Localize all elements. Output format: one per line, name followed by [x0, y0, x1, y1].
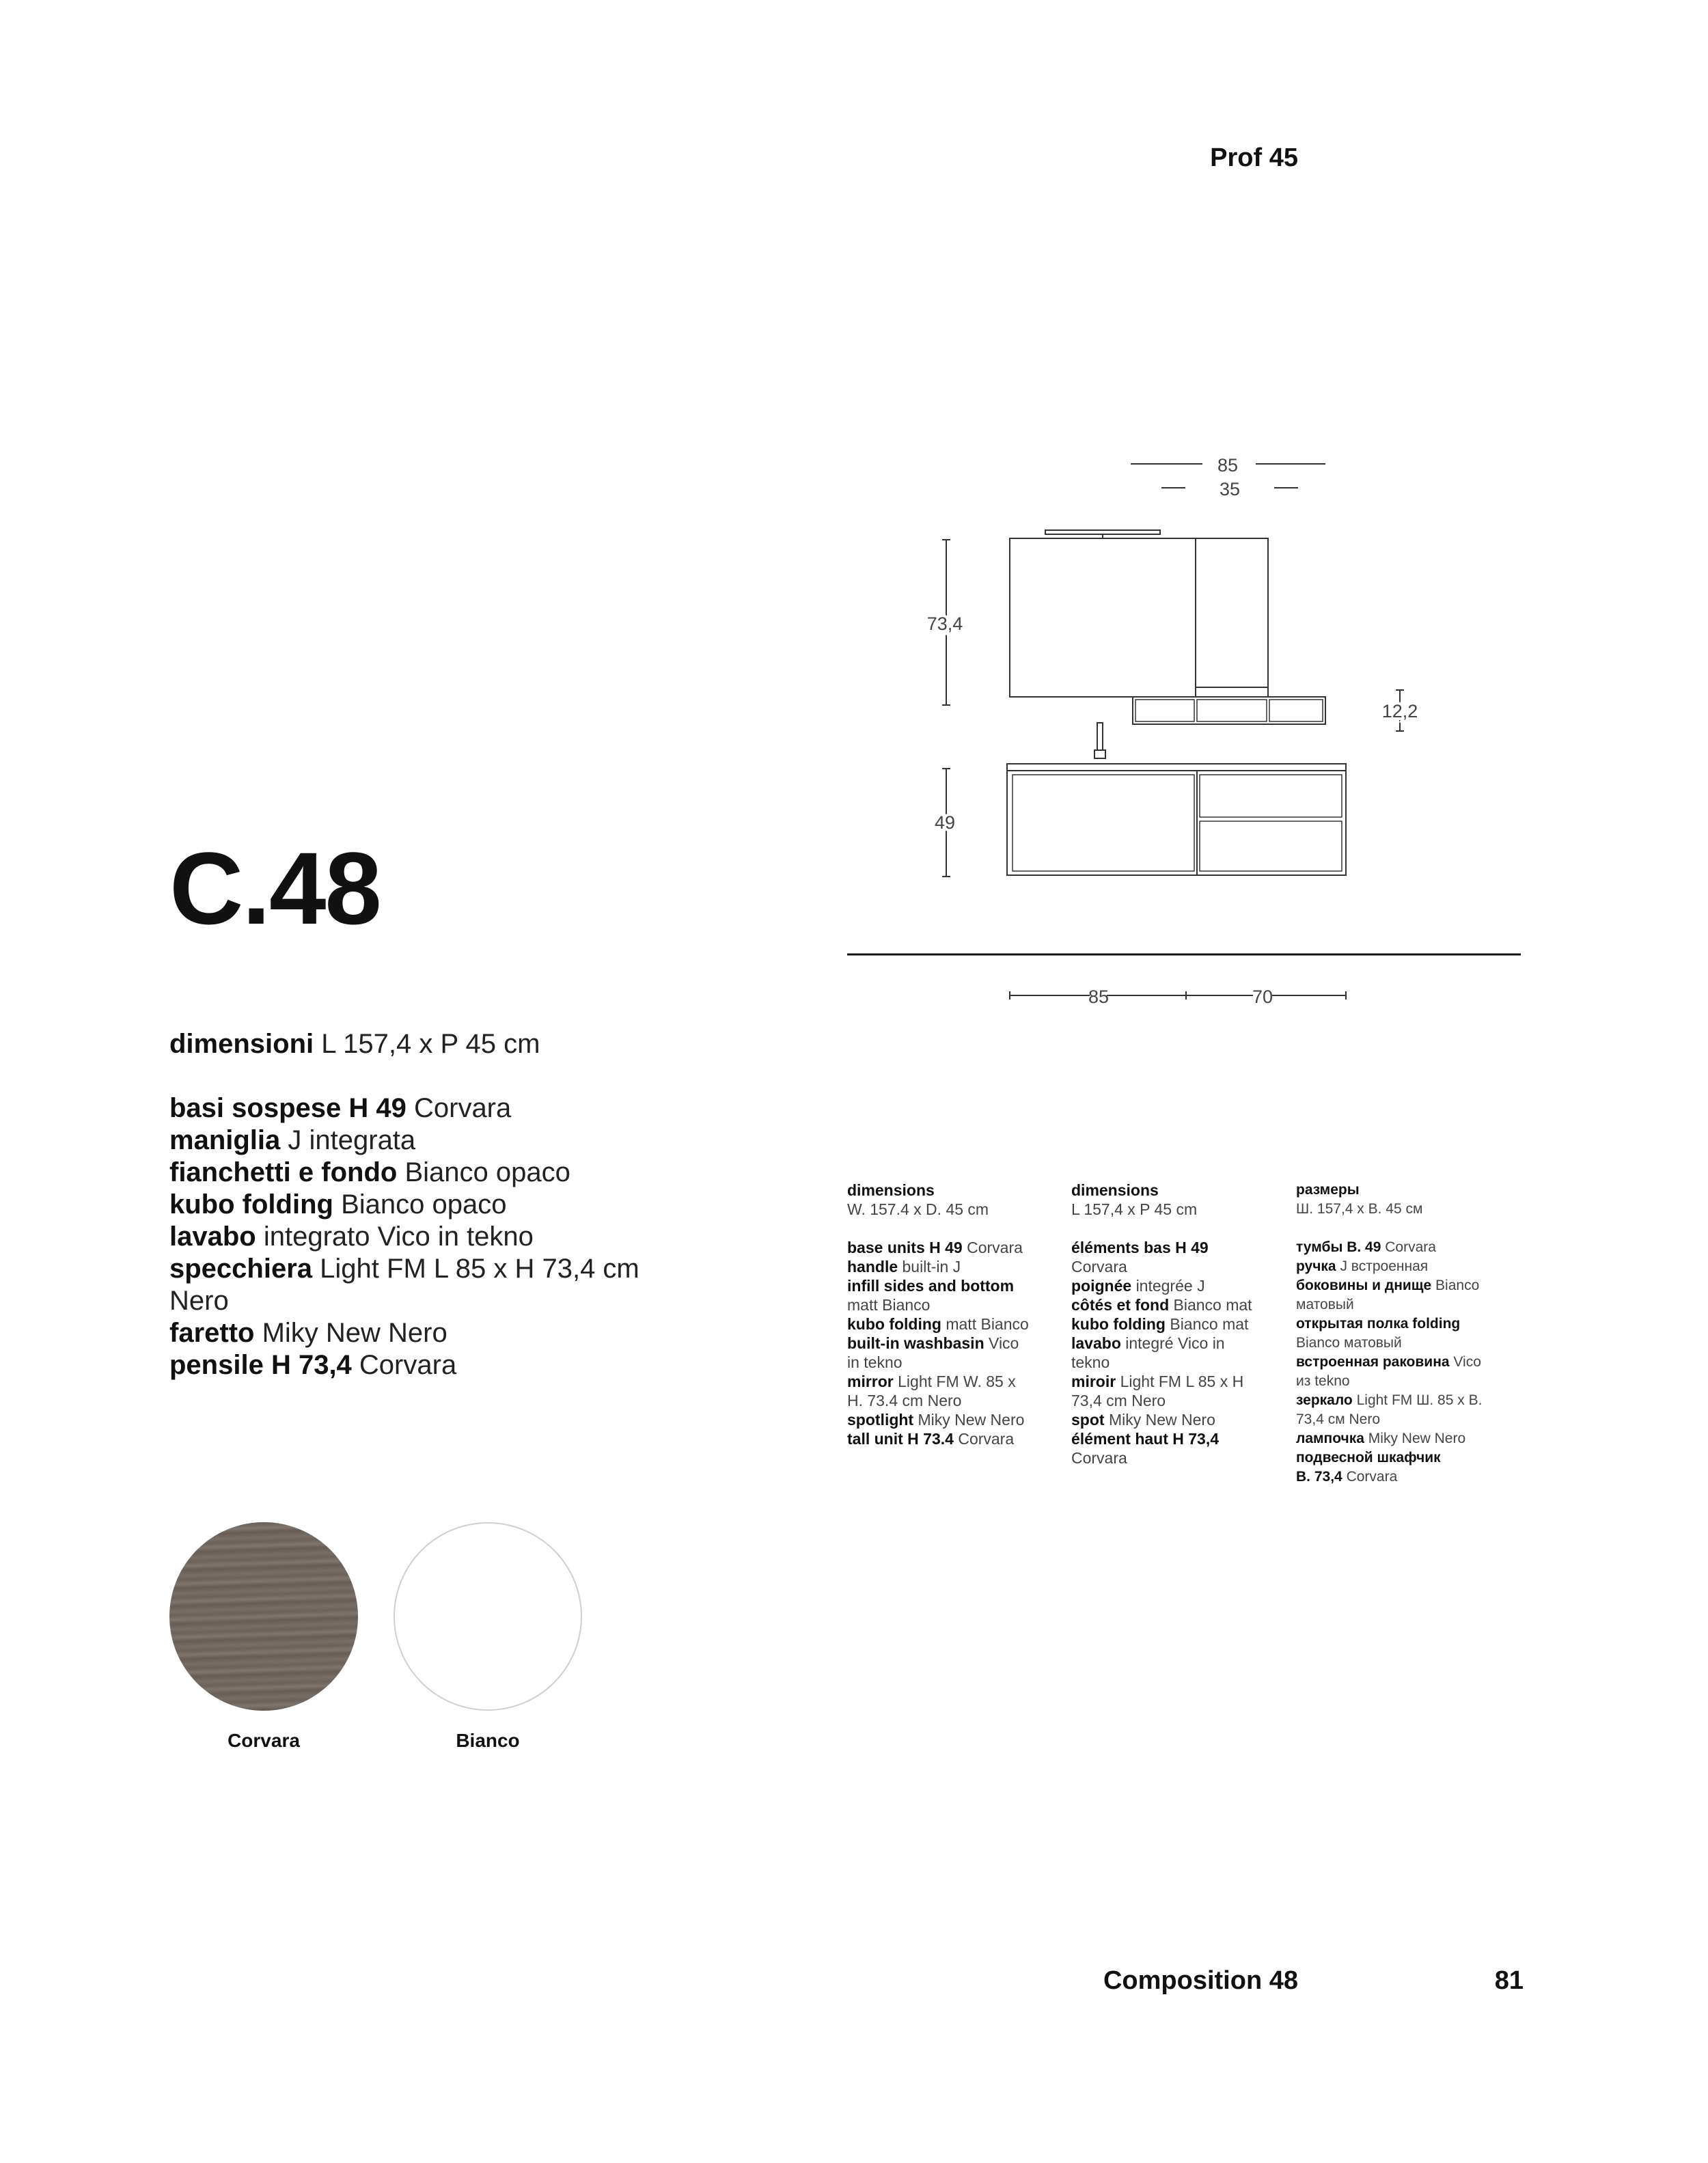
open-shelf	[1133, 697, 1325, 724]
spec-label: côtés et fond	[1071, 1296, 1170, 1314]
spec-label: faretto	[169, 1318, 255, 1348]
spec-label: dimensions	[847, 1181, 935, 1199]
spotlight	[1045, 530, 1160, 534]
spec-value: Miky New Nero	[1368, 1431, 1466, 1446]
spec-dimensions	[169, 1028, 689, 1060]
spec-label: basi sospese H 49	[169, 1093, 407, 1123]
spec-label: lavabo	[169, 1222, 256, 1252]
depth-label: Prof 45	[1210, 143, 1298, 172]
spec-value: matt Bianco	[847, 1296, 931, 1314]
spec-label: встроенная раковина	[1296, 1354, 1450, 1370]
spec-value: tekno	[1071, 1353, 1110, 1371]
spec-value: Vico	[989, 1334, 1019, 1352]
page-number: 81	[1494, 1966, 1524, 1995]
spec-value: Ш. 157,4 x В. 45 см	[1296, 1201, 1423, 1217]
spec-value: Corvara	[413, 1093, 512, 1123]
spec-value: integrato Vico in tekno	[263, 1222, 534, 1252]
spec-value: Corvara	[1071, 1449, 1127, 1467]
spec-value: Corvara	[1385, 1239, 1436, 1255]
spec-label: dimensioni	[169, 1029, 314, 1059]
spec-label: лампочка	[1296, 1431, 1364, 1446]
swatch-label-corvara: Corvara	[228, 1730, 300, 1751]
spec-row	[169, 1317, 689, 1349]
spec-value: 73,4 см Nero	[1296, 1411, 1380, 1427]
spec-label: infill sides and bottom	[847, 1277, 1015, 1295]
swatch-label-bianco: Bianco	[456, 1730, 520, 1751]
spec-value: Bianco mat	[1173, 1296, 1252, 1314]
specs-russian	[1296, 1181, 1508, 1487]
spec-label: handle	[847, 1258, 898, 1276]
spec-label: lavabo	[1071, 1334, 1121, 1352]
dim-top-outer: 85	[1217, 455, 1239, 476]
spec-label: maniglia	[169, 1125, 281, 1155]
spec-label: тумбы В. 49	[1296, 1239, 1381, 1255]
faucet	[1097, 723, 1103, 752]
spec-label: размеры	[1296, 1182, 1360, 1198]
spec-value: Bianco матовый	[1296, 1335, 1402, 1351]
spec-label: боковины и днище	[1296, 1278, 1432, 1293]
spec-value: Light FM L 85 x H 73,4 cm	[320, 1254, 639, 1284]
swatch-bianco	[394, 1522, 582, 1711]
spec-label: specchiera	[169, 1254, 313, 1284]
spec-label: éléments bas H 49	[1071, 1239, 1209, 1256]
spec-label: kubo folding	[1071, 1315, 1166, 1333]
spec-value: Bianco mat	[1170, 1315, 1249, 1333]
mirror	[1010, 538, 1196, 697]
spec-label: kubo folding	[847, 1315, 941, 1333]
specs-english	[847, 1181, 1059, 1448]
tall-unit	[1196, 538, 1268, 697]
dimension-bottom	[1010, 991, 1346, 1000]
spec-label: зеркало	[1296, 1392, 1353, 1408]
dim-mirror-height: 73,4	[926, 614, 963, 634]
spec-label: В. 73,4	[1296, 1469, 1342, 1485]
spec-label: miroir	[1071, 1373, 1116, 1390]
spec-value: integré Vico in	[1125, 1334, 1225, 1352]
spec-row	[169, 1157, 689, 1189]
technical-drawing	[840, 444, 1537, 1025]
spec-label: подвесной шкафчик	[1296, 1450, 1441, 1465]
spec-label: built-in washbasin	[847, 1334, 984, 1352]
spec-label: base units H 49	[847, 1239, 963, 1256]
spec-value: 73,4 cm Nero	[1071, 1392, 1166, 1409]
spec-value: Miky New Nero	[918, 1411, 1025, 1429]
dim-bottom-right: 70	[1252, 987, 1273, 1007]
spec-value: Nero	[169, 1286, 229, 1316]
base-units	[1007, 771, 1346, 875]
spec-value: матовый	[1296, 1297, 1354, 1312]
spec-list-it	[169, 1092, 689, 1381]
spec-value: J встроенная	[1340, 1258, 1429, 1274]
spec-value: L 157,4 x P 45 cm	[1071, 1200, 1198, 1218]
spec-value: Corvara	[1071, 1258, 1127, 1276]
dim-top-inner: 35	[1219, 479, 1241, 499]
spec-value: Miky New Nero	[1108, 1411, 1215, 1429]
spec-value: Light FM L 85 x H	[1120, 1373, 1244, 1390]
spec-row	[169, 1125, 689, 1157]
spec-label: mirror	[847, 1373, 894, 1390]
specs-french	[1071, 1181, 1283, 1468]
spec-value: Miky New Nero	[262, 1318, 447, 1348]
spec-value: Vico	[1453, 1354, 1481, 1370]
spec-row	[169, 1349, 689, 1381]
spec-value: H. 73.4 cm Nero	[847, 1392, 962, 1409]
spec-value: Corvara	[1346, 1469, 1398, 1485]
spec-label: spot	[1071, 1411, 1105, 1429]
spec-row	[169, 1092, 689, 1125]
spec-label: fianchetti e fondo	[169, 1157, 398, 1187]
worktop	[1007, 764, 1346, 771]
dim-base-height: 49	[934, 812, 956, 833]
spec-value: Light FM W. 85 x	[898, 1373, 1016, 1390]
spec-row	[169, 1285, 689, 1317]
spec-label: kubo folding	[169, 1189, 333, 1220]
spec-value: Bianco opaco	[404, 1157, 570, 1187]
swatch-corvara	[169, 1522, 358, 1711]
spec-label: pensile H 73,4	[169, 1350, 352, 1380]
spec-label: открытая полка folding	[1296, 1316, 1461, 1332]
spec-value: in tekno	[847, 1353, 903, 1371]
spec-value: Light FM Ш. 85 x В.	[1356, 1392, 1483, 1408]
spec-label: poignée	[1071, 1277, 1132, 1295]
spec-label: dimensions	[1071, 1181, 1159, 1199]
spec-row	[169, 1189, 689, 1221]
spec-value: из tekno	[1296, 1373, 1350, 1389]
spec-label: ручка	[1296, 1258, 1336, 1274]
spec-value: Corvara	[359, 1350, 457, 1380]
spec-value: Corvara	[958, 1430, 1015, 1448]
spec-label: élément haut H 73,4	[1071, 1430, 1220, 1448]
spec-value: Bianco	[1435, 1278, 1480, 1293]
spec-label: tall unit H 73.4	[847, 1430, 954, 1448]
spec-value: matt Bianco	[946, 1315, 1029, 1333]
dim-shelf-height: 12,2	[1381, 701, 1418, 721]
dim-bottom-left: 85	[1088, 987, 1110, 1007]
spec-value: Bianco opaco	[341, 1189, 507, 1220]
spec-value: built-in J	[902, 1258, 961, 1276]
composition-code: C.48	[169, 831, 381, 946]
spec-row	[169, 1221, 689, 1253]
spec-value: L 157,4 x P 45 cm	[321, 1029, 540, 1059]
spec-row	[169, 1253, 689, 1285]
spec-value: Corvara	[967, 1239, 1023, 1256]
spec-value: W. 157.4 x D. 45 cm	[847, 1200, 989, 1218]
spec-label: spotlight	[847, 1411, 914, 1429]
spec-value: J integrata	[288, 1125, 416, 1155]
footer-title: Composition 48	[1103, 1966, 1298, 1995]
spec-value: integrée J	[1135, 1277, 1205, 1295]
